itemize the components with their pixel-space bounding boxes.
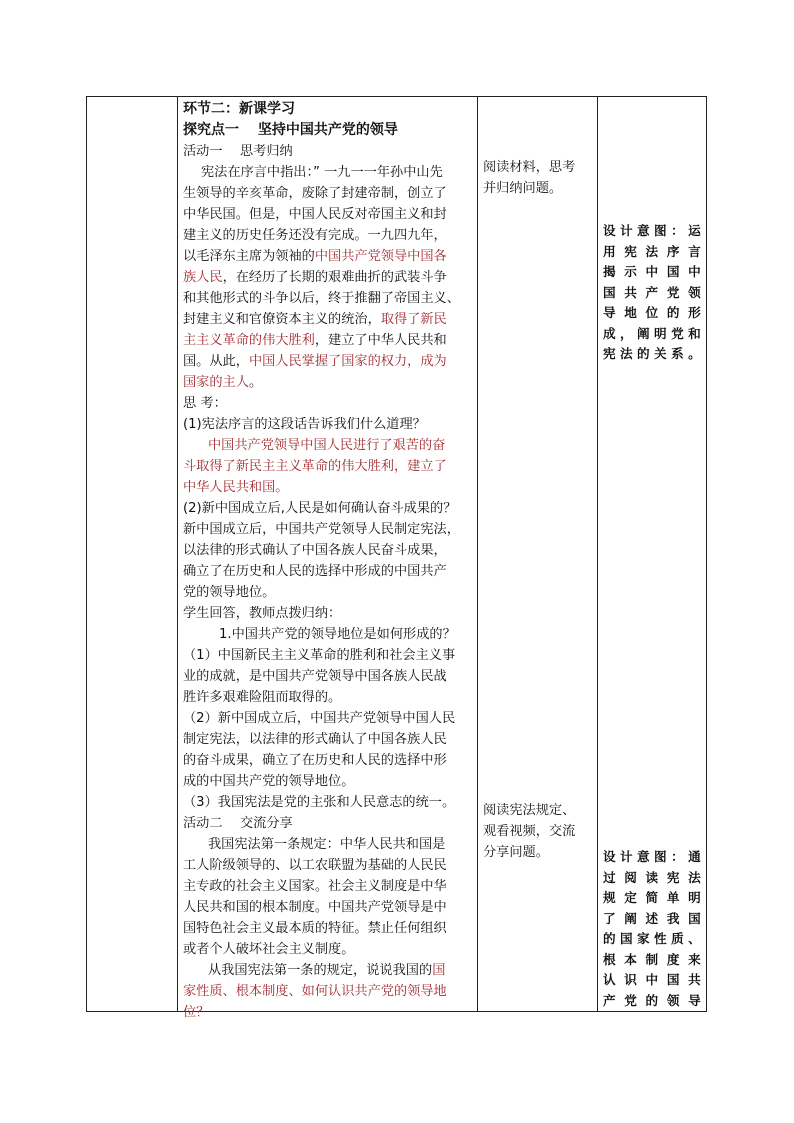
answer-2-line: 确立了在历史和人民的选择中形成的中国共产 (183, 564, 447, 579)
teaching-process-column (179, 97, 476, 1020)
lesson-table (86, 96, 707, 1020)
design-intent-line: 设计意图：运 (603, 223, 701, 238)
column-divider (477, 97, 478, 1011)
text-line (183, 372, 460, 393)
student-task-line: 分享问题。 (483, 845, 549, 860)
text-line (183, 267, 460, 288)
answer-2-line: 新中国成立后，中国共产党领导人民制定宪法， (183, 522, 460, 537)
design-intent-line: 揭示中国中 (603, 264, 701, 279)
question-1: (1)宪法序言的这段话告诉我们什么道理？ (183, 417, 426, 432)
design-intent-line: 认识中国共 (603, 972, 701, 987)
plain-text: 封建主义和官僚资本主义的统治， (183, 312, 381, 327)
column-divider (597, 97, 598, 1011)
text-line (183, 309, 460, 330)
plain-text: 生领导的辛亥革命，废除了封建帝制，创立了 (183, 186, 447, 201)
text-line (183, 981, 460, 1002)
plain-text: 。 (248, 375, 263, 390)
text-line (183, 204, 460, 225)
plain-text: ，建立了中华人民共和 (314, 333, 447, 348)
text-line (183, 330, 460, 351)
activity1-title: 活动一 思考归纳 (183, 144, 293, 159)
text-line (183, 288, 460, 309)
design-intent-2 (603, 847, 701, 1011)
summary-question: 1.中国共产党的领导地位是如何形成的？ (219, 627, 456, 642)
article-one-line: 主专政的社会主义国家。社会主义制度是中华 (183, 879, 447, 894)
highlight-text: 国家的主人 (183, 375, 249, 390)
design-intent-line: 用宪法序言 (603, 243, 701, 259)
highlight-text: 位？ (183, 1005, 210, 1020)
design-intent-line: 过阅读宪法 (603, 869, 701, 885)
design-intent-line: 规定简单明 (603, 890, 701, 905)
design-intent-line: 了阐述我国 (603, 910, 701, 926)
question-2: (2)新中国成立后,人民是如何确认奋斗成果的？ (183, 501, 457, 516)
design-intent-column (599, 97, 708, 1011)
highlight-text: 取得了新民 (380, 312, 447, 327)
design-intent-line: 根本制度来 (603, 951, 701, 967)
article-one-line: 人民共和国的根本制度。中国共产党领导是中 (183, 900, 447, 915)
design-intent-line: 产党的领导 (603, 992, 701, 1008)
plain-text: 以毛泽东主席为领袖的 (183, 249, 315, 264)
plain-text: 国。从此， (183, 354, 249, 369)
student-task-1 (483, 157, 575, 199)
summary-point-line: 制定宪法，以法律的形式确认了中国各族人民 (183, 732, 447, 747)
student-activity-column (479, 97, 595, 1011)
summary-point-line: 业的成就，是中国共产党领导中国各族人民战 (183, 669, 447, 684)
explore-title: 探究点一 坚持中国共产党的领导 (183, 122, 398, 138)
design-intent-line: 导地位的形 (603, 305, 701, 320)
text-line (183, 225, 460, 246)
constitution-preamble-text (183, 162, 460, 393)
discussion-prompt (183, 960, 460, 1023)
text-line (183, 246, 460, 267)
design-intent-line: 国共产党领 (603, 284, 701, 300)
summary-point-line: （2）新中国成立后，中国共产党领导中国人民 (183, 711, 456, 726)
plain-text: 宪法在序言中指出：” 一九一一年孙中山先 (201, 165, 443, 180)
design-intent-line: 设计意图：通 (603, 849, 701, 864)
text-line (183, 162, 460, 183)
answer-1-line: 中国共产党领导中国人民进行了艰苦的奋 (208, 438, 446, 453)
answer-2-line: 以法律的形式确认了中国各族人民奋斗成果， (183, 543, 447, 558)
highlight-text: 中国共产党领导中国各 (314, 249, 447, 264)
plain-text: 中华民国。但是，中国人民反对帝国主义和封 (183, 207, 447, 222)
design-intent-1 (603, 221, 701, 365)
highlight-text: 国 (432, 963, 446, 978)
text-line (183, 1002, 460, 1023)
section-title: 环节二：新课学习 (183, 101, 295, 117)
article-one-line: 国特色社会主义最本质的特征。禁止任何组织 (183, 921, 447, 936)
student-task-line: 并归纳问题。 (483, 181, 563, 196)
student-task-line: 观看视频，交流 (483, 824, 576, 839)
activity2-title: 活动二 交流分享 (183, 816, 293, 831)
think-label: 思 考： (183, 396, 227, 411)
student-task-line: 阅读宪法规定、 (483, 803, 576, 818)
summary-label: 学生回答，教师点拨归纳： (183, 606, 342, 621)
plain-text: ，在经历了长期的艰难曲折的武装斗争 (222, 270, 447, 285)
answer-1-line: 中华人民共和国。 (183, 480, 289, 495)
text-line (183, 351, 460, 372)
highlight-text: 族人民 (183, 270, 223, 285)
plain-text: 和其他形式的斗争以后，终于推翻了帝国主义、 (183, 291, 460, 306)
plain-text: 从我国宪法第一条的规定，说说我国的 (208, 963, 433, 978)
plain-text: 建主义的历史任务还没有完成。一九四九年， (183, 228, 447, 243)
design-intent-line: 宪法的关系。 (603, 346, 701, 361)
answer-2-line: 党的领导地位。 (183, 585, 276, 600)
column-divider (177, 97, 178, 1011)
design-intent-line: 的国家性质、 (603, 931, 701, 946)
text-line (183, 183, 460, 204)
summary-point-line: 胜许多艰难险阻而取得的。 (183, 690, 342, 705)
article-one-line: 或者个人破坏社会主义制度。 (183, 942, 355, 957)
article-one-line: 我国宪法第一条规定：中华人民共和国是 (208, 837, 446, 852)
student-task-2 (483, 800, 575, 863)
summary-point-line: 的奋斗成果，确立了在历史和人民的选择中形 (183, 753, 447, 768)
summary-point-line: （1）中国新民主主义革命的胜利和社会主义事 (183, 648, 456, 663)
design-intent-line: 成，阐明党和 (603, 325, 701, 341)
highlight-text: 主主义革命的伟大胜利 (183, 333, 315, 348)
highlight-text: 中国人民掌握了国家的权力，成为 (248, 354, 447, 369)
summary-point-line: （3）我国宪法是党的主张和人民意志的统一。 (183, 795, 456, 810)
text-line (183, 960, 460, 981)
student-task-line: 阅读材料，思考 (483, 160, 576, 175)
highlight-text: 家性质、根本制度、如何认识共产党的领导地 (183, 984, 447, 999)
answer-1-line: 斗取得了新民主主义革命的伟大胜利，建立了 (183, 459, 447, 474)
summary-point-line: 成的中国共产党的领导地位。 (183, 774, 355, 789)
article-one-line: 工人阶级领导的、以工农联盟为基础的人民民 (183, 858, 447, 873)
